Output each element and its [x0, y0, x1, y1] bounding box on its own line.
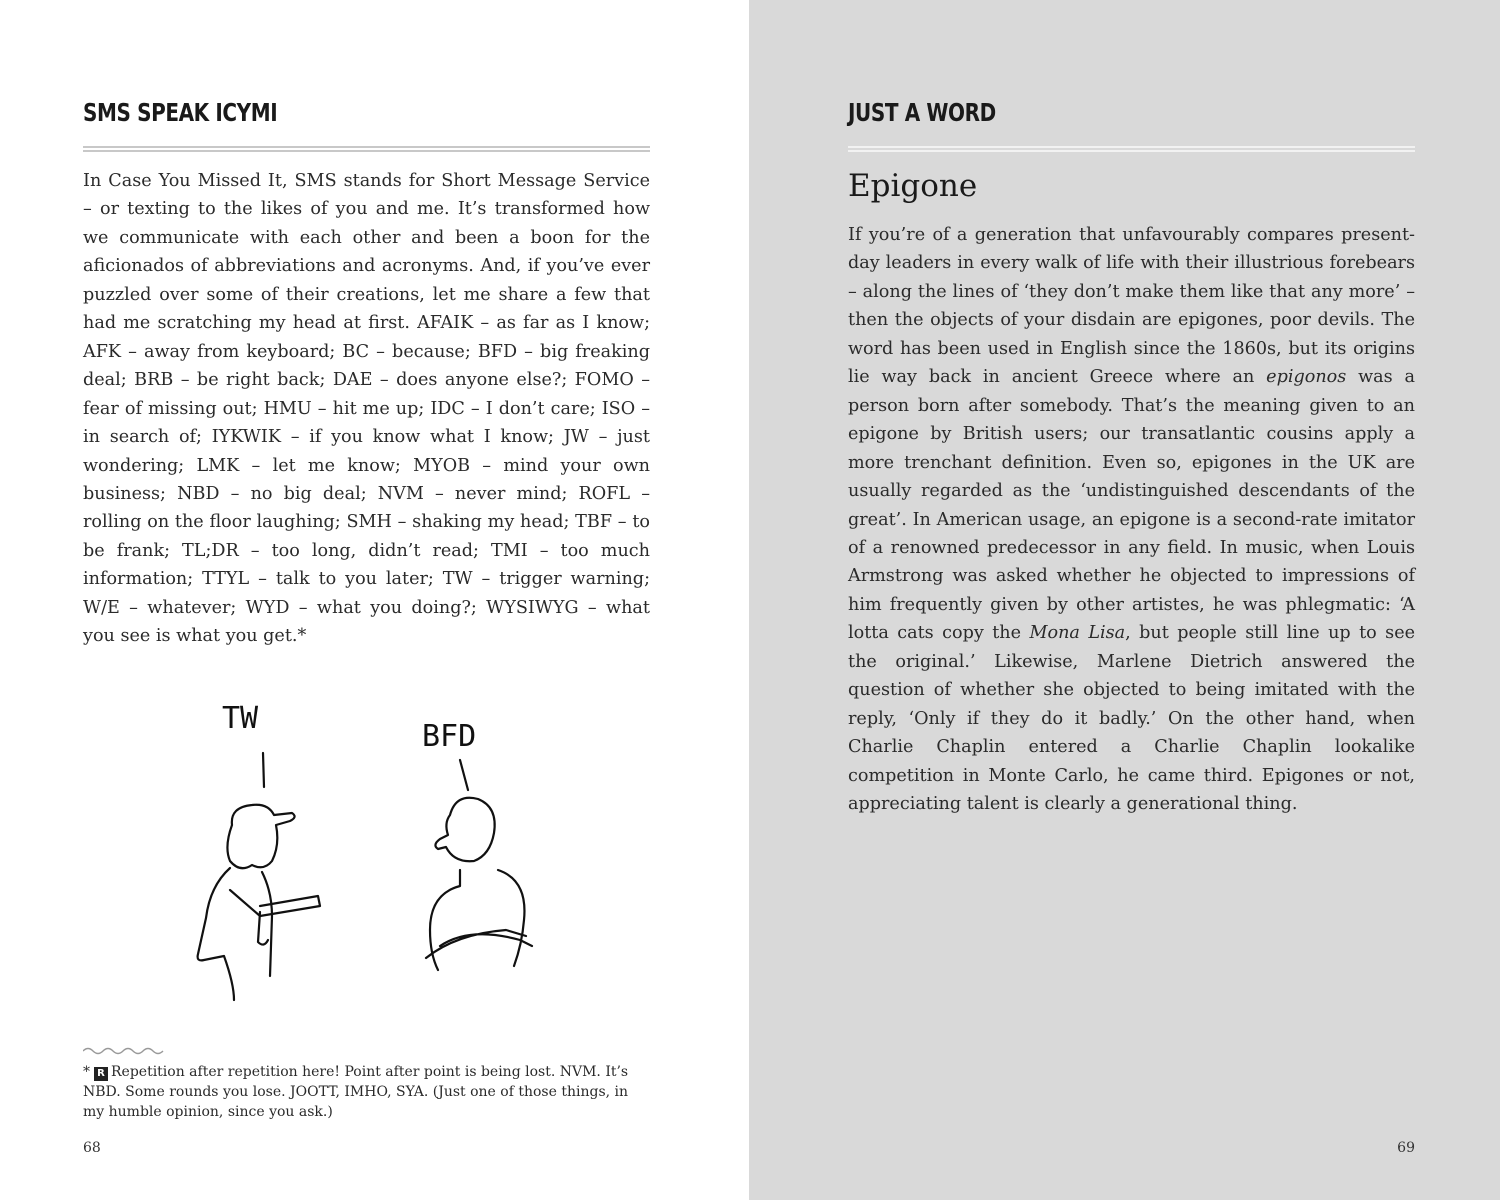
page-number: 69: [1397, 1140, 1415, 1156]
gun-shape: [258, 912, 268, 945]
body-part-1: If you’re of a generation that unfavourably compares present-day leaders in every walk of life with their illustrious forebears – along the lines of ‘they don’t make them like that any more’ – then the objects of your disdain are epigones, poor devils. The word has been used in English since the 1860s, but its origins lie way back in ancient Greece where an: [848, 225, 1415, 388]
right-figure-body: [430, 870, 524, 970]
page-number: 68: [83, 1140, 101, 1156]
cartoon-illustration: [170, 690, 570, 1010]
footnote-text: Repetition after repetition here! Point after point is being lost. NVM. It’s NBD. Some rounds you lose. JOOTT, IMHO, SYA. (Just one of those things, in my humble opinion, since you ask.): [83, 1064, 629, 1120]
footnote-squiggle-divider: [83, 1045, 167, 1057]
footnote: [83, 1062, 638, 1122]
left-page: [0, 0, 749, 1200]
speech-line-right: [460, 760, 468, 790]
page-heading: SMS SPEAK ICYMI: [83, 98, 278, 127]
footnote-marker: *: [83, 1064, 90, 1080]
right-page: [749, 0, 1500, 1200]
label-tw: TW: [222, 701, 259, 736]
page-heading: JUST A WORD: [848, 98, 996, 127]
body-italic-2: Mona Lisa: [1029, 623, 1126, 644]
entry-title: Epigone: [848, 168, 978, 204]
body-text: In Case You Missed It, SMS stands for Short Message Service – or texting to the likes of you and me. It’s transformed how we communicate with each other and been a boon for the aficionados of abbreviations and acronyms. And, if you’ve ever puzzled over some of their creations, let me share a few that had me scratching my head at first. AFAIK – as far as I know; AFK – away from keyboard; BC – because; BFD – big freaking deal; BRB – be right back; DAE – does anyone else?; FOMO – fear of missing out; HMU – hit me up; IDC – I don’t care; ISO – in search of; IYKWIK – if you know what I know; JW – just wondering; LMK – let me know; MYOB – mind your own business; NBD – no big deal; NVM – never mind; ROFL – rolling on the floor laughing; SMH – shaking my head; TBF – to be frank; TL;DR – too long, didn’t read; TMI – too much information; TTYL – talk to you later; TW – trigger warning; W/E – whatever; WYD – what you doing?; WYSIWYG – what you see is what you get.*: [83, 171, 650, 647]
left-figure-body: [198, 868, 234, 1000]
footnote-badge-icon: R: [94, 1067, 108, 1081]
label-bfd: BFD: [422, 719, 477, 754]
heading-rule: [848, 146, 1415, 152]
body-italic-1: epigonos: [1266, 367, 1347, 388]
left-figure-head: [227, 805, 294, 868]
body-part-2: was a person born after somebody. That’s the meaning given to an epigone by British users; our transatlantic cousins apply a more trenchant definition. Even so, epigones in the UK are usually regarded as the ‘undistinguished descendants of the great’. In American usage, an epigone is a second-rate imitator of a renowned predecessor in any field. In music, when Louis Armstrong was asked whether he objected to impressions of him frequently given by other artistes, he was phlegmatic: ‘A lotta cats copy the: [848, 367, 1416, 644]
speech-line-left: [263, 753, 264, 787]
body-part-3: , but people still line up to see the original.’ Likewise, Marlene Dietrich answered the question of whether she objected to being imitated with the reply, ‘Only if they do it badly.’ On the other hand, when Charlie Chaplin entered a Charlie Chaplin lookalike competition in Monte Carlo, he came third. Epigones or not, appreciating talent is clearly a generational thing.: [848, 623, 1416, 815]
right-figure-head: [435, 798, 494, 862]
heading-rule: [83, 146, 650, 152]
body-text: [848, 221, 1415, 819]
